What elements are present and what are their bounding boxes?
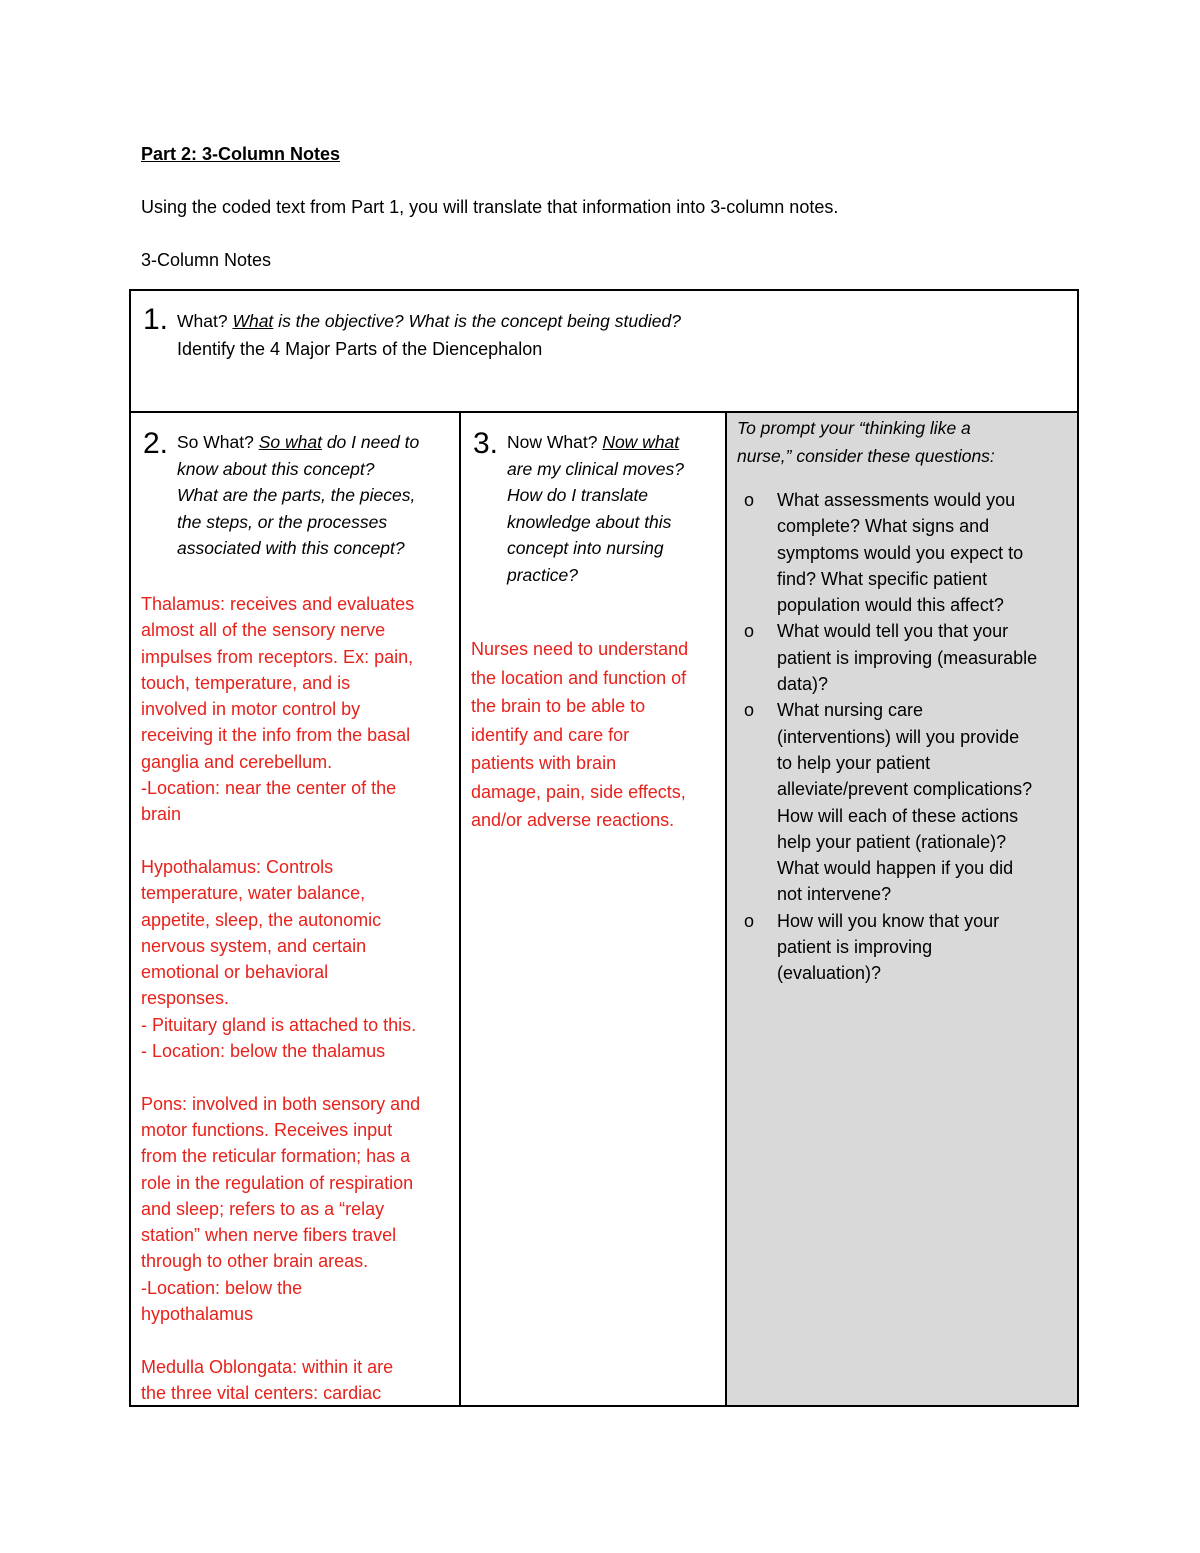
now-what-column: [461, 413, 727, 1405]
box-number: 3.: [473, 427, 499, 460]
table-label: 3-Column Notes: [141, 250, 272, 270]
so-what-notes: Thalamus: receives and evaluates almost all of the sensory nerve impulses from receptors. Ex: pain, touch, temperature, and is involved in motor control by receiving it the info from the basal ganglia and cerebellum. -Location: near the center of the brain Hypothalamus: Controls temperature, water balance, appetite, sleep, the autonomic nervous system, and certain emotional or behavioral responses. - Pituitary gland is attached to this. - Location: below the thalamus Pons: involved in both sensory and motor functions. Receives input from the reticular formation; has a role in the regulation of respiration and sleep; refers to as a “relay station” when nerve fibers travel through to other brain areas. -Location: below the hypothalamus Medulla Oblongata: within it are the three vital centers: cardiac: [141, 594, 421, 1403]
list-item: o What would tell you that your patient is improving (measurable data)?: [737, 618, 1071, 697]
bullet-icon: o: [744, 490, 755, 510]
so-what-column: [131, 413, 461, 1405]
so-what-question: So What? So what do I need to know about this concept? What are the parts, the pieces, the steps, or the processes associated with this concept?: [177, 432, 420, 558]
prompt-text: To prompt your “thinking like a nurse,” consider these questions:: [737, 418, 995, 466]
now-what-question: Now What? Now what are my clinical moves? How do I translate knowledge about this concept into nursing practice?: [507, 432, 684, 585]
objective-answer: Identify the 4 Major Parts of the Diencephalon: [177, 339, 543, 359]
list-item: o What assessments would you complete? What signs and symptoms would you expect to find? What specific patient population would this affect?: [737, 487, 1071, 618]
prompt-question-list: [737, 487, 1071, 987]
now-what-notes: Nurses need to understand the location and function of the brain to be able to identify and care for patients with brain damage, pain, side effects, and/or adverse reactions.: [471, 639, 689, 830]
bullet-icon: o: [744, 621, 755, 642]
page-heading: Part 2: 3-Column Notes: [141, 144, 341, 164]
prompt-column: [727, 413, 1077, 1405]
notes-table: [129, 289, 1079, 1407]
box-number: 1.: [143, 303, 169, 336]
bullet-icon: o: [744, 700, 755, 721]
box-number: 2.: [143, 427, 169, 460]
bullet-icon: o: [744, 910, 755, 931]
list-item: o What nursing care (interventions) will you provide to help your patient alleviate/prevent complications? How will each of these actions help your patient (rationale)? What would happen if you did not intervene?: [737, 697, 1071, 907]
objective-question: What? What is the objective? What is the concept being studied?: [177, 311, 681, 331]
list-item: o How will you know that your patient is improving (evaluation)?: [737, 908, 1071, 987]
intro-text: Using the coded text from Part 1, you will translate that information into 3-column notes.: [141, 197, 839, 217]
objective-box: [131, 291, 1077, 413]
